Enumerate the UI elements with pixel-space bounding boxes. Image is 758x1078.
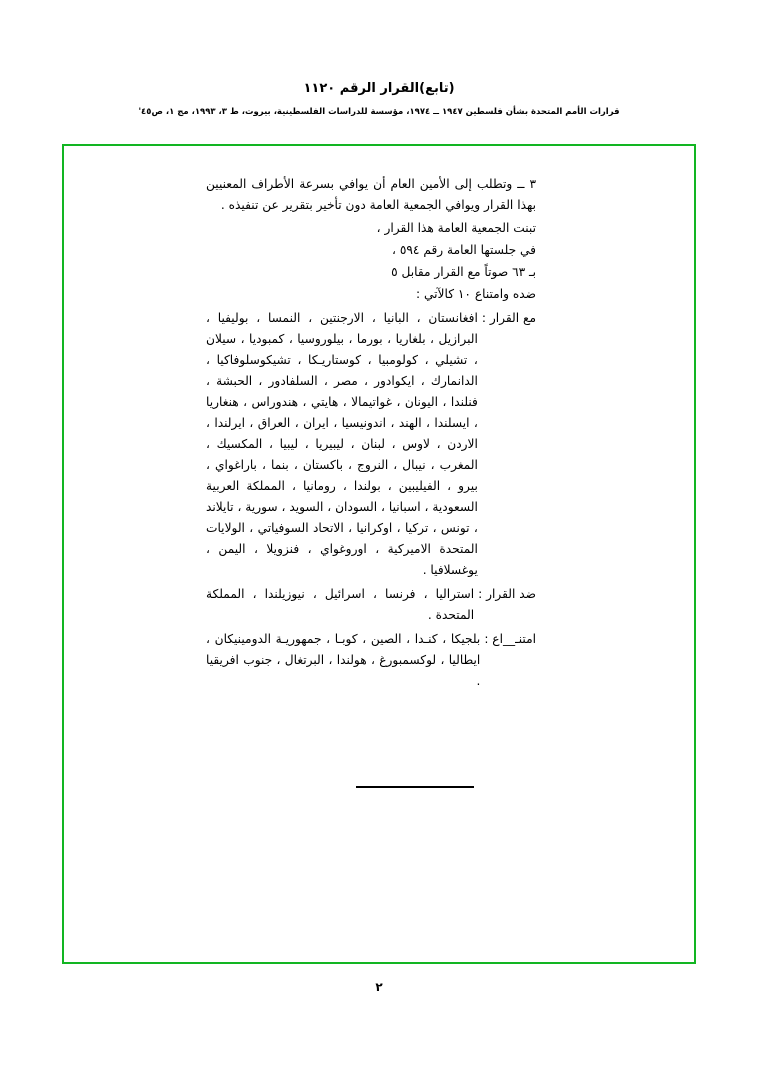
vote-group-countries: استراليا ، فرنسا ، اسرائيل ، نيوزيلندا ، المملكة المتحدة . <box>206 586 475 622</box>
vote-group-label: امتنـ__اع : <box>484 631 536 646</box>
vote-group-for <box>206 308 536 581</box>
adoption-line: بـ ٦٣ صوتاً مع القرار مقابل ٥ <box>391 264 536 279</box>
vote-group-label: مع القرار : <box>481 310 536 325</box>
page-title: (تابع)القرار الرقم ١١٢٠ <box>303 81 455 96</box>
adoption-line: في جلستها العامة رقم ٥٩٤ ، <box>392 242 536 257</box>
page-number: ٢ <box>375 980 383 994</box>
source-citation: قرارات الأمم المتحدة بشأن فلسطين ١٩٤٧ ــ ١٩٧٤، مؤسسة للدراسات الفلسطينية، بيروت، ط ٣، ١٩٩٣، مج ١، ص٤٥' <box>138 107 620 118</box>
vote-group-abstain <box>206 629 536 692</box>
document-body <box>206 174 536 692</box>
adoption-line: تبنت الجمعية العامة هذا القرار ، <box>376 220 536 235</box>
vote-group-countries: بلجيكا ، كنـدا ، الصين ، كوبـا ، جمهوريـة الدومينيكان ، ايطاليا ، لوكسمبورغ ، هولندا ، البرتغال ، جنوب افريقيا . <box>206 631 481 688</box>
vote-group-countries: افغانستان ، البانيا ، الارجنتين ، النمسا ، بوليفيا ، البرازيل ، بلغاريا ، بورما ، بيلوروسيا ، كمبوديا ، سيلان ، تشيلي ، كولومبيا ، كوستاريـكا ، تشيكوسلوفاكيا ، الدانمارك ، ايكوادور ، مصر ، السلفادور ، الحبشة ، فنلندا ، اليونان ، غواتيمالا ، هايتي ، هندوراس ، هنغاريا ، ايسلندا ، الهند ، اندونيسيا ، ايران ، العراق ، ايرلندا ، الاردن ، لاوس ، لبنان ، ليبيريا ، ليبيا ، المكسيك ، المغرب ، نيبال ، النروج ، باكستان ، بنما ، باراغواي ، بيرو ، الفيليبين ، بولندا ، رومانيا ، المملكة العربية السعودية ، اسبانيا ، السودان ، السويد ، سورية ، تايلاند ، تونس ، تركيا ، اوكرانيا ، الاتحاد السوفياتي ، الولايات المتحدة الاميركية ، اوروغواي ، فنزويلا ، اليمن ، يوغسلافيا . <box>206 310 478 577</box>
vote-group-label: ضد القرار : <box>478 586 536 601</box>
horizontal-rule <box>356 786 474 788</box>
vote-group-against <box>206 584 536 626</box>
adoption-line: ضده وامتناع ١٠ كالآتي : <box>416 286 536 301</box>
page-header <box>0 80 758 117</box>
content-frame <box>62 144 696 964</box>
paragraph-3: ٣ ــ وتطلب إلى الأمين العام أن يوافي بسرعة الأطراف المعنيين بهذا القرار ويوافي الجمعية العامة دون تأخير بتقرير عن تنفيذه . <box>206 177 536 212</box>
adoption-note <box>206 218 536 305</box>
